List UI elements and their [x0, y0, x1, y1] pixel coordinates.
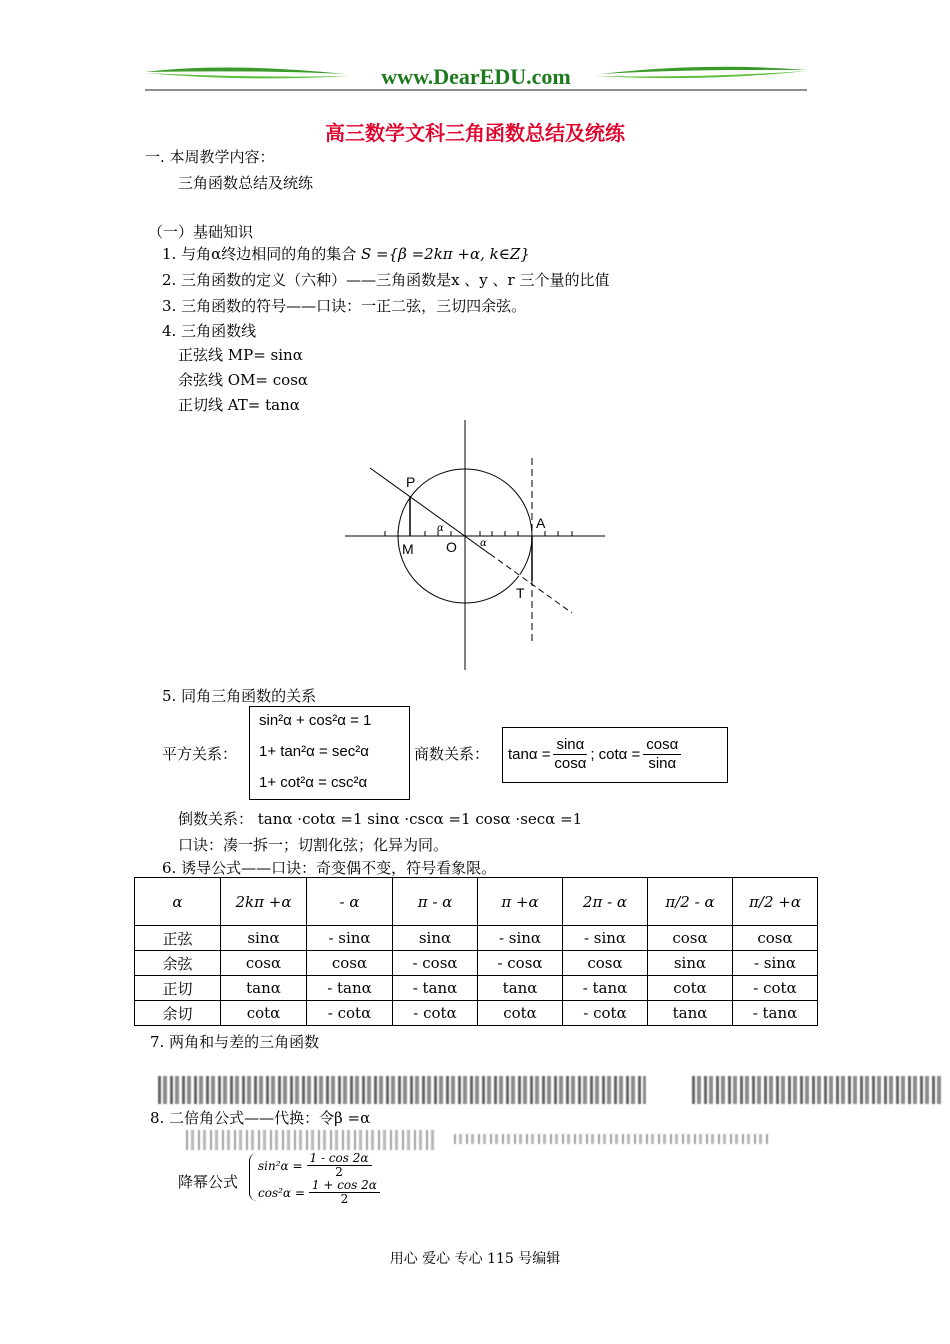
- table-header-cell: - α: [307, 878, 393, 926]
- leaf-left-decoration: [145, 67, 345, 74]
- table-cell: sinα: [648, 951, 733, 976]
- tick-marks: [385, 531, 572, 536]
- tan-lhs: tanα =: [508, 746, 551, 763]
- sum-diff-formulas-image-2: [692, 1076, 944, 1104]
- square-formula-3: 1+ cot²α = csc²α: [259, 774, 368, 791]
- table-cell: cotα: [221, 1001, 307, 1026]
- cot-denominator: sinα: [648, 755, 677, 772]
- reduce-formula-2: [258, 1179, 380, 1206]
- table-row: [135, 926, 818, 951]
- table-cell: - cosα: [478, 951, 563, 976]
- table-cell: cotα: [478, 1001, 563, 1026]
- table-cell: - cotα: [393, 1001, 478, 1026]
- table-cell: - tanα: [733, 1001, 818, 1026]
- tan-numerator: sinα: [553, 736, 587, 755]
- sum-diff-formulas-image: [158, 1076, 646, 1104]
- relations-heading: 5. 同角三角函数的关系: [162, 687, 317, 705]
- square-formula-2: 1+ tan²α = sec²α: [259, 743, 369, 760]
- reduce-power-label: 降幂公式: [178, 1173, 239, 1191]
- item-3: 3. 三角函数的符号——口诀：一正二弦，三切四余弦。: [162, 297, 527, 315]
- reduce-1-numerator: 1 - cos 2α: [307, 1152, 372, 1166]
- tangent-line-def: 正切线 AT= tanα: [178, 396, 300, 414]
- induction-formula-table: [134, 877, 818, 1026]
- table-cell: sinα: [393, 926, 478, 951]
- double-angle-heading: 8. 二倍角公式——代换：令β =α: [150, 1109, 371, 1127]
- table-cell: - cotα: [733, 976, 818, 1001]
- quotient-label: 商数关系：: [414, 745, 490, 763]
- reduce-2-denominator: 2: [340, 1192, 349, 1206]
- quotient-relations-box: [502, 727, 728, 783]
- square-label: 平方关系：: [162, 745, 238, 763]
- label-alpha-2: α: [480, 538, 487, 549]
- table-header-cell: α: [135, 878, 221, 926]
- reduce-1-lhs: sin²α =: [258, 1158, 303, 1173]
- label-m: M: [402, 541, 414, 557]
- label-o: O: [446, 539, 457, 555]
- table-cell: - tanα: [393, 976, 478, 1001]
- section-1-label: 一. 本周教学内容：: [145, 148, 275, 166]
- reduce-2-lhs: cos²α =: [258, 1185, 305, 1200]
- table-cell: cosα: [221, 951, 307, 976]
- table-header-cell: π/2 +α: [733, 878, 818, 926]
- table-row: [135, 976, 818, 1001]
- label-p: P: [406, 474, 416, 490]
- reduce-2-numerator: 1 + cos 2α: [309, 1179, 380, 1193]
- table-cell: - cotα: [307, 1001, 393, 1026]
- double-angle-formulas-image: [186, 1130, 436, 1150]
- table-cell: cosα: [733, 926, 818, 951]
- row-name: 正切: [135, 976, 221, 1001]
- table-cell: sinα: [221, 926, 307, 951]
- table-cell: cosα: [307, 951, 393, 976]
- item-1: [162, 244, 530, 264]
- cosine-line-def: 余弦线 OM= cosα: [178, 371, 309, 389]
- double-angle-formulas-image-2: [454, 1134, 769, 1144]
- item-1-text: 1. 与角α终边相同的角的集合: [162, 245, 357, 263]
- sine-line-def: 正弦线 MP= sinα: [178, 346, 303, 364]
- terminal-ray-extension: [490, 554, 572, 613]
- table-cell: - cotα: [563, 1001, 648, 1026]
- relations-mnemonic: 口诀：凑一拆一；切割化弦；化异为同。: [178, 836, 449, 854]
- table-cell: cotα: [648, 976, 733, 1001]
- table-header-cell: π +α: [478, 878, 563, 926]
- cot-lhs: ; cotα =: [590, 746, 641, 763]
- cot-numerator: cosα: [643, 736, 681, 755]
- item-2: 2. 三角函数的定义（六种）——三角函数是x 、y 、r 三个量的比值: [162, 271, 610, 289]
- table-cell: tanα: [221, 976, 307, 1001]
- table-cell: - tanα: [563, 976, 648, 1001]
- table-cell: - tanα: [307, 976, 393, 1001]
- table-cell: tanα: [478, 976, 563, 1001]
- table-cell: - sinα: [563, 926, 648, 951]
- induction-heading: 6. 诱导公式——口诀：奇变偶不变，符号看象限。: [162, 859, 497, 877]
- square-relations-box: [249, 706, 410, 800]
- section-1-content: 三角函数总结及统练: [178, 174, 314, 192]
- table-header-cell: π - α: [393, 878, 478, 926]
- table-header-row: [135, 878, 818, 926]
- basics-label: （一）基础知识: [148, 223, 254, 241]
- reciprocal-relations: 倒数关系： tanα ·cotα =1 sinα ·cscα =1 cosα ·secα =1: [178, 810, 583, 828]
- page-footer: 用心 爱心 专心 115 号编辑: [389, 1251, 561, 1267]
- table-header-cell: π/2 - α: [648, 878, 733, 926]
- table-cell: cosα: [563, 951, 648, 976]
- header-banner: [145, 60, 807, 94]
- brace: [249, 1153, 258, 1201]
- table-cell: - sinα: [478, 926, 563, 951]
- table-cell: - sinα: [733, 951, 818, 976]
- item-1-formula: S ={β =2kπ +α, k∈Z}: [361, 245, 530, 263]
- table-row: [135, 951, 818, 976]
- table-row: [135, 1001, 818, 1026]
- table-cell: tanα: [648, 1001, 733, 1026]
- table-header-cell: 2π - α: [563, 878, 648, 926]
- site-logo-text: www.DearEDU.com: [381, 64, 571, 89]
- row-name: 正弦: [135, 926, 221, 951]
- row-name: 余切: [135, 1001, 221, 1026]
- sum-diff-heading: 7. 两角和与差的三角函数: [150, 1033, 320, 1051]
- table-cell: - sinα: [307, 926, 393, 951]
- page-title: 高三数学文科三角函数总结及统练: [325, 121, 625, 145]
- table-cell: - cosα: [393, 951, 478, 976]
- item-4: 4. 三角函数线: [162, 322, 257, 340]
- label-a: A: [536, 515, 546, 531]
- reduce-1-denominator: 2: [335, 1165, 343, 1179]
- label-alpha-1: α: [437, 523, 444, 534]
- reduce-formula-1: [258, 1152, 372, 1179]
- unit-circle-diagram: [340, 418, 610, 673]
- row-name: 余弦: [135, 951, 221, 976]
- tan-denominator: cosα: [554, 755, 587, 772]
- table-cell: cosα: [648, 926, 733, 951]
- square-formula-1: sin²α + cos²α = 1: [259, 712, 372, 729]
- table-header-cell: 2kπ +α: [221, 878, 307, 926]
- label-t: T: [516, 585, 525, 601]
